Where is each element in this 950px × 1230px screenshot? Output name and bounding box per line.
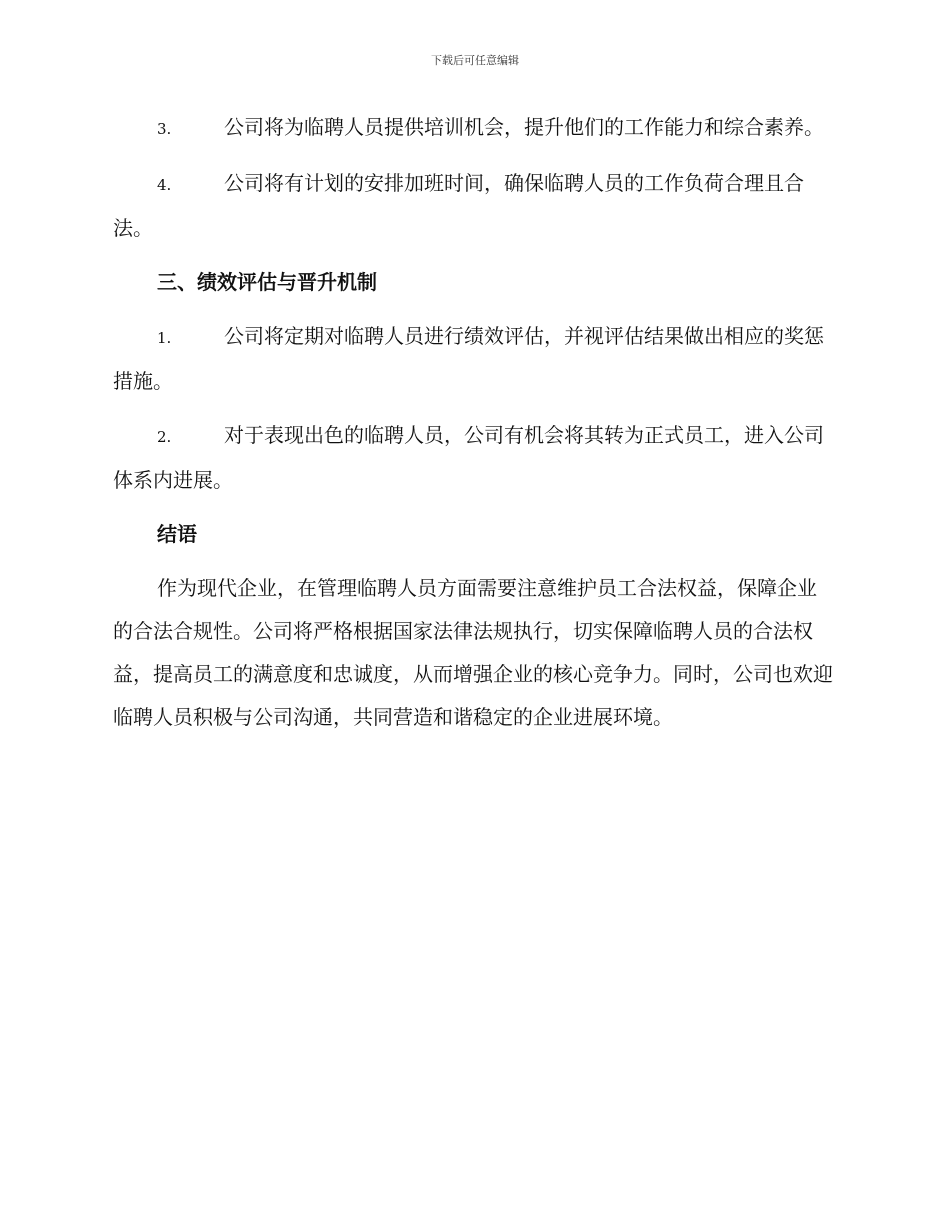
- list-item-number: 4.: [157, 176, 172, 194]
- section-heading-conclusion: 结语: [157, 522, 197, 546]
- list-item-number: 3.: [157, 120, 172, 138]
- section-heading-performance: 三、绩效评估与晋升机制: [157, 270, 377, 294]
- list-item-number: 1.: [157, 329, 172, 347]
- list-item-text: 对于表现出色的临聘人员，公司有机会将其转为正式员工，进入公司体系内进展。: [113, 423, 824, 492]
- list-item-number: 2.: [157, 428, 172, 446]
- list-item: [113, 162, 833, 250]
- document-body: [113, 106, 833, 739]
- list-item: [113, 315, 833, 403]
- conclusion-paragraph: 作为现代企业，在管理临聘人员方面需要注意维护员工合法权益，保障企业的合法合规性。公司将严格根据国家法律法规执行，切实保障临聘人员的合法权益，提高员工的满意度和忠诚度，从而增强企业的核心竞争力。同时，公司也欢迎临聘人员积极与公司沟通，共同营造和谐稳定的企业进展环境。: [113, 576, 833, 729]
- page-header: 下载后可任意编辑: [431, 54, 519, 67]
- list-item: [113, 414, 833, 502]
- list-item: [113, 106, 833, 151]
- list-item-text: 公司将定期对临聘人员进行绩效评估，并视评估结果做出相应的奖惩措施。: [113, 324, 824, 393]
- list-item-text: 公司将有计划的安排加班时间，确保临聘人员的工作负荷合理且合法。: [113, 171, 804, 240]
- list-item-text: 公司将为临聘人员提供培训机会，提升他们的工作能力和综合素养。: [224, 115, 824, 139]
